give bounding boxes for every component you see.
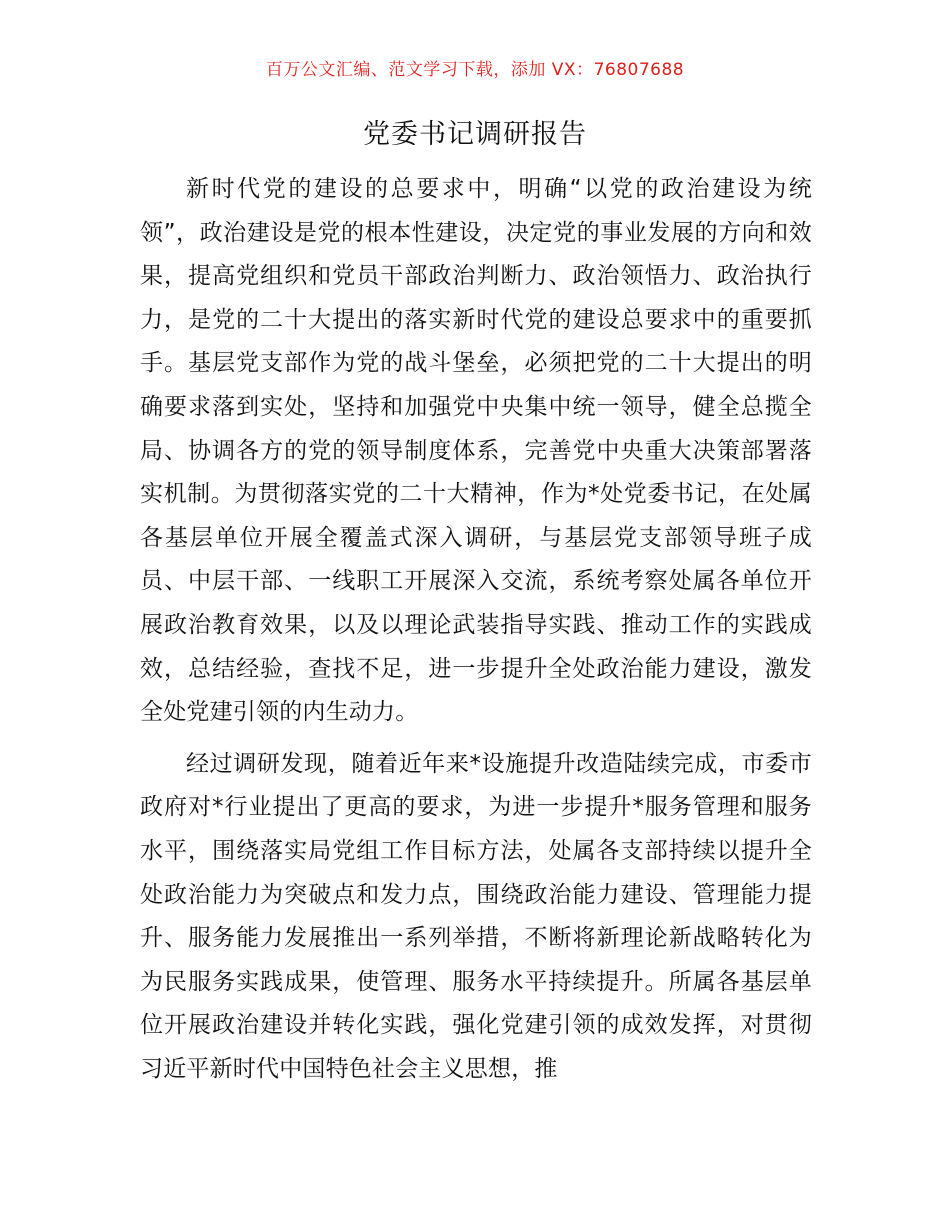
document-body bbox=[140, 168, 812, 1091]
paragraph-2: 经过调研发现，随着近年来*设施提升改造陆续完成，市委市政府对*行业提出了更高的要求，为进一步提升*服务管理和服务水平，围绕落实局党组工作目标方法，处属各支部持续以提升全处政治能力为突破点和发力点，围绕政治能力建设、管理能力提升、服务能力发展推出一系列举措，不断将新理论新战略转化为为民服务实践成果，使管理、服务水平持续提升。所属各基层单位开展政治建设并转化实践，强化党建引领的成效发挥，对贯彻习近平新时代中国特色社会主义思想，推 bbox=[140, 750, 812, 1082]
download-promo-header: 百万公文汇编、范文学习下载，添加 VX：76807688 bbox=[265, 60, 685, 80]
paragraph-1: 新时代党的建设的总要求中，明确“以党的政治建设为统领”，政治建设是党的根本性建设，决定党的事业发展的方向和效果，提高党组织和党员干部政治判断力、政治领悟力、政治执行力，是党的二十大提出的落实新时代党的建设总要求中的重要抓手。基层党支部作为党的战斗堡垒，必须把党的二十大提出的明确要求落到实处，坚持和加强党中央集中统一领导，健全总揽全局、协调各方的党的领导制度体系，完善党中央重大决策部署落实机制。为贯彻落实党的二十大精神，作为*处党委书记，在处属各基层单位开展全覆盖式深入调研，与基层党支部领导班子成员、中层干部、一线职工开展深入交流，系统考察处属各单位开展政治教育效果，以及以理论武装指导实践、推动工作的实践成效，总结经验，查找不足，进一步提升全处政治能力建设，激发全处党建引领的内生动力。 bbox=[140, 176, 812, 726]
document-title: 党委书记调研报告 bbox=[363, 119, 587, 150]
